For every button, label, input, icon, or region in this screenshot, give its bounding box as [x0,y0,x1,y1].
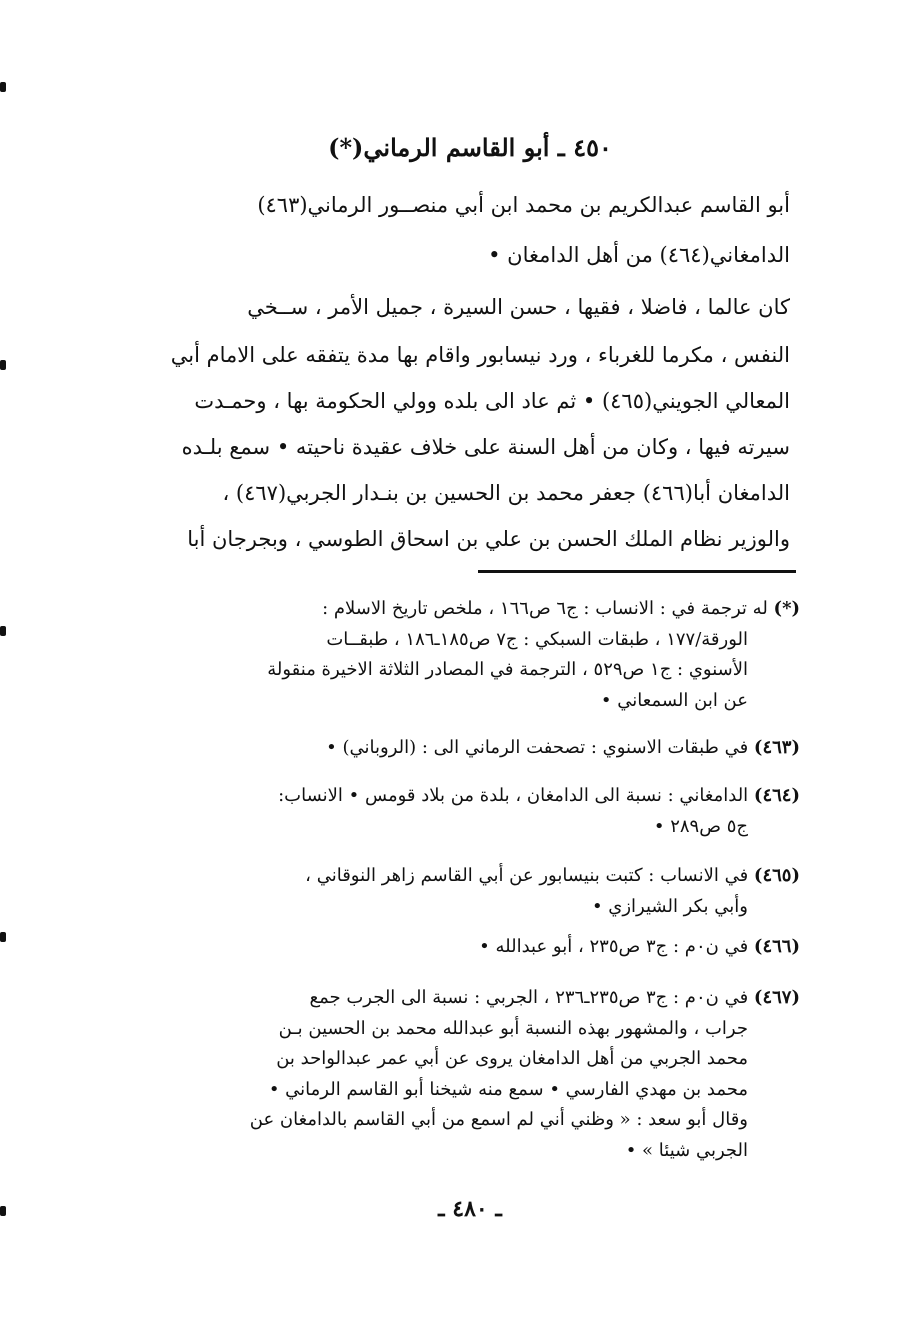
edge-mark [0,1206,6,1216]
footnote-number: (٤٦٧) [753,987,800,1008]
footnote-text: الجربي شيئا » • [625,1139,748,1161]
body-line: كان عالما ، فاضلا ، فقيها ، حسن السيرة ، جميل الأمر ، ســخي [247,295,790,319]
entry-title: ٤٥٠ ـ أبو القاسم الرماني(*) [328,133,612,162]
footnote-number: (٤٦٤) [753,785,800,806]
footnote-text: في طبقات الاسنوي : تصحفت الرماني الى : (الروباني) • [326,737,749,758]
footnote-text: الدامغاني : نسبة الى الدامغان ، بلدة من بلاد قومس • الانساب: [278,785,749,806]
footnote [150,733,800,764]
body-line: الدامغان أبا(٤٦٦) جعفر محمد بن الحسين بن بنـدار الجربي(٤٦٧) ، [222,481,790,505]
body-line: أبو القاسم عبدالكريم بن محمد ابن أبي منصــور الرماني(٤٦٣) [257,193,790,217]
edge-mark [0,932,6,942]
footnote-number: (*) [773,598,800,619]
footnote-text: عن ابن السمعاني • [600,689,748,711]
footnote [150,781,800,842]
footnote-separator [478,570,796,573]
footnote [150,861,800,922]
body-line: المعالي الجويني(٤٦٥) • ثم عاد الى بلده وولي الحكومة بها ، وحمـدت [194,389,790,413]
footnote-text: وأبي بكر الشيرازي • [591,895,748,917]
footnote-number: (٤٦٣) [753,737,800,758]
footnote [150,983,800,1166]
body-line: والوزير نظام الملك الحسن بن علي بن اسحاق الطوسي ، وبجرجان أبا [187,527,790,551]
footnote-text: محمد بن مهدي الفارسي • سمع منه شيخنا أبو القاسم الرماني • [268,1078,748,1100]
body-line: النفس ، مكرما للغرباء ، ورد نيسابور واقام بها مدة يتفقه على الامام أبي [170,343,790,367]
page-number: ـ ٤٨٠ ـ [438,1196,502,1222]
edge-mark [0,82,6,92]
footnote-text: ج٥ ص٢٨٩ • [653,815,748,837]
footnote-text: الورقة/١٧٧ ، طبقات السبكي : ج٧ ص١٨٥ـ١٨٦ ، طبقــات [326,628,748,650]
footnote [150,932,800,963]
footnote-number: (٤٦٥) [753,865,800,886]
footnote-text: وقال أبو سعد : « وظني أني لم اسمع من أبي القاسم بالدامغان عن [249,1109,748,1130]
body-line: سيرته فيها ، وكان من أهل السنة على خلاف عقيدة ناحيته • سمع بلـده [181,435,790,459]
footnote-text: في ن٠م : ج٣ ص٢٣٥ ، أبو عبدالله • [479,936,749,957]
footnote-text: الأسنوي : ج١ ص٥٢٩ ، الترجمة في المصادر الثلاثة الاخيرة منقولة [267,659,748,680]
footnote-number: (٤٦٦) [753,936,800,957]
footnote [150,594,800,716]
footnote-text: له ترجمة في : الانساب : ج٦ ص١٦٦ ، ملخص تاريخ الاسلام : [322,598,768,619]
edge-mark [0,360,6,370]
footnote-text: في ن٠م : ج٣ ص٢٣٥ـ٢٣٦ ، الجربي : نسبة الى الجرب جمع [309,987,749,1008]
body-line: الدامغاني(٤٦٤) من أهل الدامغان • [488,243,790,267]
footnote-text: في الانساب : كتبت بنيسابور عن أبي القاسم زاهر النوقاني ، [305,865,749,886]
edge-mark [0,626,6,636]
footnote-text: جراب ، والمشهور بهذه النسبة أبو عبدالله محمد بن الحسين بـن [278,1017,748,1039]
footnote-text: محمد الجربي من أهل الدامغان يروى عن أبي عمر عبدالواحد بن [276,1048,748,1069]
